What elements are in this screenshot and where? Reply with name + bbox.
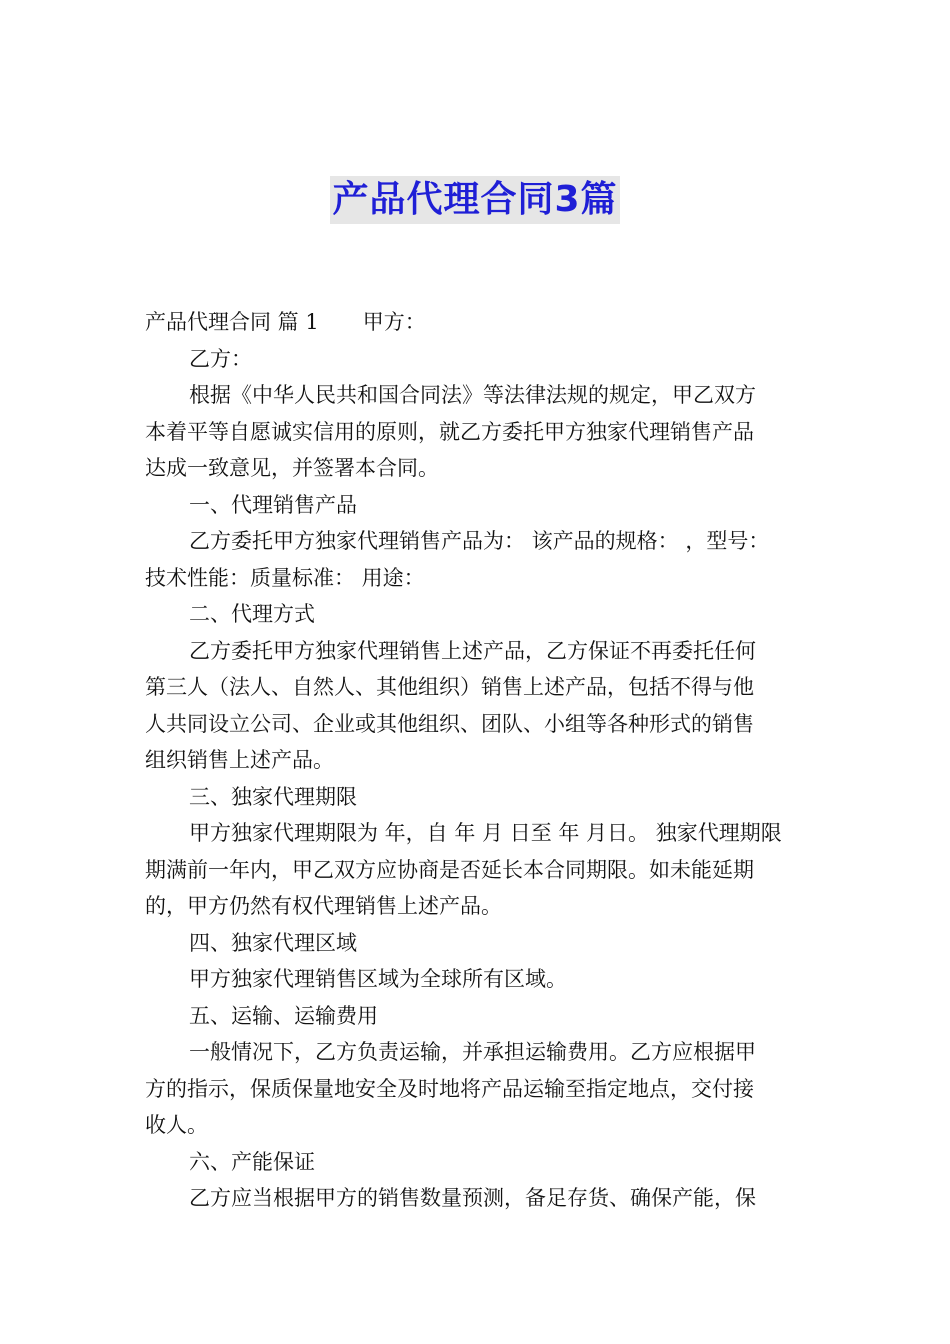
paragraph-line: 的，甲方仍然有权代理销售上述产品。	[145, 894, 502, 918]
section-heading: 二、代理方式	[189, 602, 315, 626]
contract-heading: 产品代理合同 篇 1	[145, 310, 319, 334]
section-heading: 四、独家代理区域	[189, 930, 357, 955]
contract-heading-line	[145, 304, 805, 341]
paragraph-line: 乙方委托甲方独家代理销售产品为： 该产品的规格： ，型号：	[189, 529, 770, 553]
paragraph-line: 根据《中华人民共和国合同法》等法律法规的规定，甲乙双方	[189, 383, 756, 407]
section-heading: 五、运输、运输费用	[189, 1003, 378, 1028]
paragraph-line: 期满前一年内，甲乙双方应协商是否延长本合同期限。如未能延期	[145, 857, 754, 882]
paragraph-line: 收人。	[145, 1113, 208, 1137]
paragraph-line: 乙方应当根据甲方的销售数量预测，备足存货、确保产能，保	[189, 1186, 756, 1210]
paragraph-line: 组织销售上述产品。	[145, 748, 334, 772]
paragraph-line: 达成一致意见，并签署本合同。	[145, 456, 439, 480]
paragraph-line: 方的指示，保质保量地安全及时地将产品运输至指定地点，交付接	[145, 1076, 754, 1101]
paragraph-line: 第三人（法人、自然人、其他组织）销售上述产品，包括不得与他	[145, 675, 754, 699]
title-container	[0, 176, 950, 224]
party-b-label: 乙方：	[189, 346, 252, 371]
party-a-label: 甲方：	[362, 310, 426, 334]
document-title: 产品代理合同3篇	[330, 176, 619, 224]
paragraph-line: 本着平等自愿诚实信用的原则，就乙方委托甲方独家代理销售产品	[145, 419, 754, 444]
section-heading: 三、独家代理期限	[189, 784, 357, 809]
paragraph-line: 甲方独家代理期限为 年，自 年 月 日至 年 月日。 独家代理期限	[189, 821, 782, 845]
document-body	[145, 304, 805, 1217]
paragraph-line: 人共同设立公司、企业或其他组织、团队、小组等各种形式的销售	[145, 711, 754, 736]
paragraph-line: 一般情况下，乙方负责运输，并承担运输费用。乙方应根据甲	[189, 1040, 756, 1064]
paragraph-line: 技术性能：质量标准： 用途：	[145, 565, 425, 590]
paragraph-line: 乙方委托甲方独家代理销售上述产品，乙方保证不再委托任何	[189, 638, 756, 663]
paragraph-line: 甲方独家代理销售区域为全球所有区域。	[189, 967, 567, 991]
section-heading: 一、代理销售产品	[189, 492, 357, 517]
section-heading: 六、产能保证	[189, 1149, 315, 1174]
